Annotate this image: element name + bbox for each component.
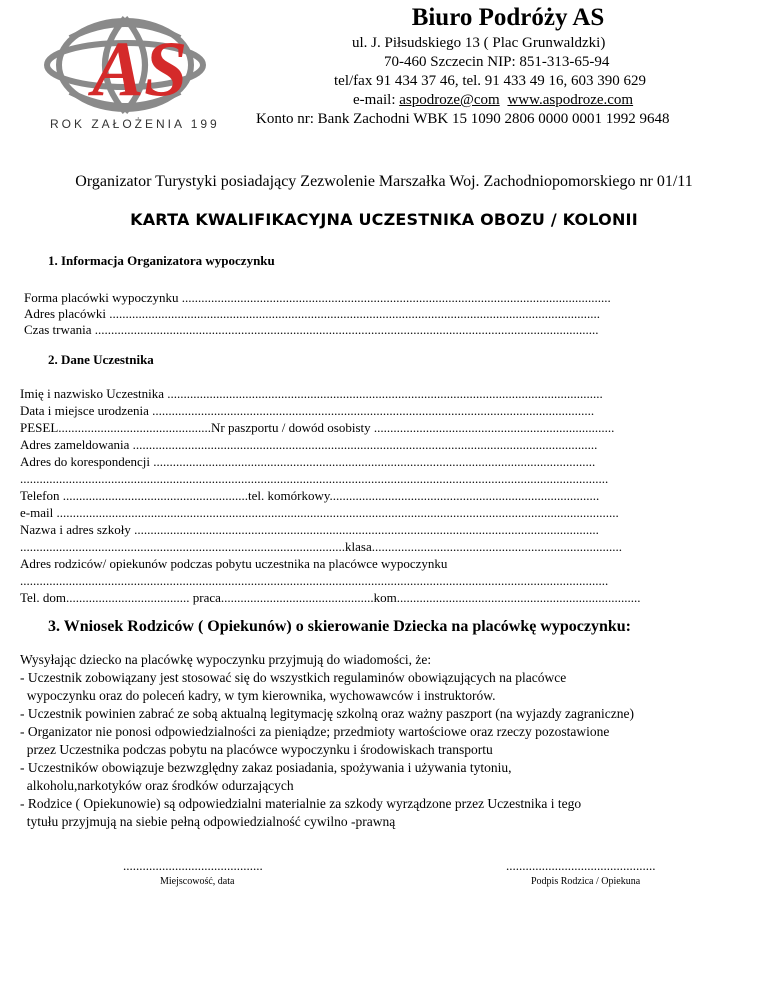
signature-parent-label: Podpis Rodzica / Opiekuna — [531, 876, 641, 887]
signature-parent-line[interactable]: .............................................. — [506, 858, 656, 873]
signature-place-date-label: Miejscowość, data — [160, 876, 235, 887]
logo-year: ROK ZAŁOŻENIA 1990 — [50, 117, 220, 131]
form-line-placowka[interactable]: Forma placówki wypoczynku .................................................................................................................................... — [24, 290, 611, 305]
company-name: Biuro Podróży AS — [411, 4, 605, 31]
email-line — [353, 92, 633, 109]
section3-heading: 3. Wniosek Rodziców ( Opiekunów) o skierowanie Dziecka na placówkę wypoczynku: — [48, 618, 631, 635]
form-line-telefon[interactable]: Telefon .........................................................tel. komórkowy................................................................................... — [20, 488, 600, 503]
logo-letters: AS — [92, 25, 188, 112]
company-logo — [30, 10, 220, 135]
form-line-email[interactable]: e-mail ............................................................................................................................................................................. — [20, 505, 619, 520]
form-line-klasa[interactable]: ....................................................................................................klasa............................................................................. — [20, 539, 622, 554]
paragraph-line: alkoholu,narkotyków oraz środków odurzających — [20, 778, 294, 793]
form-line-czas-trwania[interactable]: Czas trwania ........................................................................................................................................................... — [24, 322, 599, 337]
globe-logo-icon — [30, 10, 220, 135]
form-line-pesel[interactable]: PESEL...............................................Nr paszportu / dowód osobisty .......................................................................... — [20, 420, 615, 435]
paragraph-line: Wysyłając dziecko na placówkę wypoczynku przyjmują do wiadomości, że: — [20, 652, 432, 667]
paragraph-line: - Uczestników obowiązuje bezwzględny zakaz posiadania, spożywania i używania tytoniu, — [20, 760, 512, 775]
form-line-adres-placowki[interactable]: Adres placówki ....................................................................................................................................................... — [24, 306, 600, 321]
website-link[interactable]: www.aspodroze.com — [507, 92, 634, 108]
email-label: e-mail: — [353, 92, 396, 108]
paragraph-line: - Rodzice ( Opiekunowie) są odpowiedzialni materialnie za szkody wyrządzone przez Uczestnika i tego — [20, 796, 582, 811]
section2-heading: 2. Dane Uczestnika — [48, 352, 154, 367]
form-line-adres-rodzicow[interactable]: ..................................................................................................................................................................................... — [20, 573, 609, 588]
account-line: Konto nr: Bank Zachodni WBK 15 1090 2806 0000 0001 1992 9648 — [256, 111, 670, 127]
form-line-telefony[interactable]: Tel. dom...................................... praca...............................................kom........................................................................... — [20, 590, 641, 605]
form-line-adres-zameldowania[interactable]: Adres zameldowania ............................................................................................................................................... — [20, 437, 598, 452]
form-line-adres-rodzicow-label: Adres rodziców/ opiekunów podczas pobytu uczestnika na placówce wypoczynku — [20, 556, 448, 571]
form-line-adres-cd[interactable]: ..................................................................................................................................................................................... — [20, 471, 609, 486]
organizer-line: Organizator Turystyki posiadający Zezwolenie Marszałka Woj. Zachodniopomorskiego nr 01/11 — [75, 173, 693, 190]
address-line: ul. J. Piłsudskiego 13 ( Plac Grunwaldzki) — [352, 35, 606, 51]
page-title: KARTA KWALIFIKACYJNA UCZESTNIKA OBOZU / KOLONII — [130, 210, 638, 229]
paragraph-line: - Organizator nie ponosi odpowiedzialności za pieniądze; przedmioty wartościowe oraz rzeczy pozostawione — [20, 724, 610, 739]
section1-heading: 1. Informacja Organizatora wypoczynku — [48, 253, 275, 268]
paragraph-line: tytułu przyjmują na siebie pełną odpowiedzialność cywilno -prawną — [20, 814, 396, 829]
paragraph-line: wypoczynku oraz do poleceń kadry, w tym kierownika, wychowawców i instruktorów. — [20, 688, 496, 703]
form-line-data-urodzenia[interactable]: Data i miejsce urodzenia ........................................................................................................................................ — [20, 403, 595, 418]
signature-place-date-line[interactable]: ........................................... — [123, 858, 263, 873]
paragraph-line: - Uczestnik powinien zabrać ze sobą aktualną legitymację szkolną oraz ważny paszport (na wyjazdy zagraniczne) — [20, 706, 634, 721]
form-line-adres-korespondencji[interactable]: Adres do korespondencji ........................................................................................................................................ — [20, 454, 596, 469]
phones-line: tel/fax 91 434 37 46, tel. 91 433 49 16, 603 390 629 — [334, 73, 647, 89]
city-nip-line: 70-460 Szczecin NIP: 851-313-65-94 — [384, 54, 610, 70]
paragraph-line: przez Uczestnika podczas pobytu na placówce wypoczynku i środowiskach transportu — [20, 742, 493, 757]
email-link[interactable]: aspodroze@com — [399, 92, 500, 108]
form-line-imie-nazwisko[interactable]: Imię i nazwisko Uczestnika ...................................................................................................................................... — [20, 386, 603, 401]
paragraph-line: - Uczestnik zobowiązany jest stosować się do wszystkich regulaminów obowiązujących na placówce — [20, 670, 567, 685]
form-line-szkola[interactable]: Nazwa i adres szkoły ............................................................................................................................................... — [20, 522, 599, 537]
